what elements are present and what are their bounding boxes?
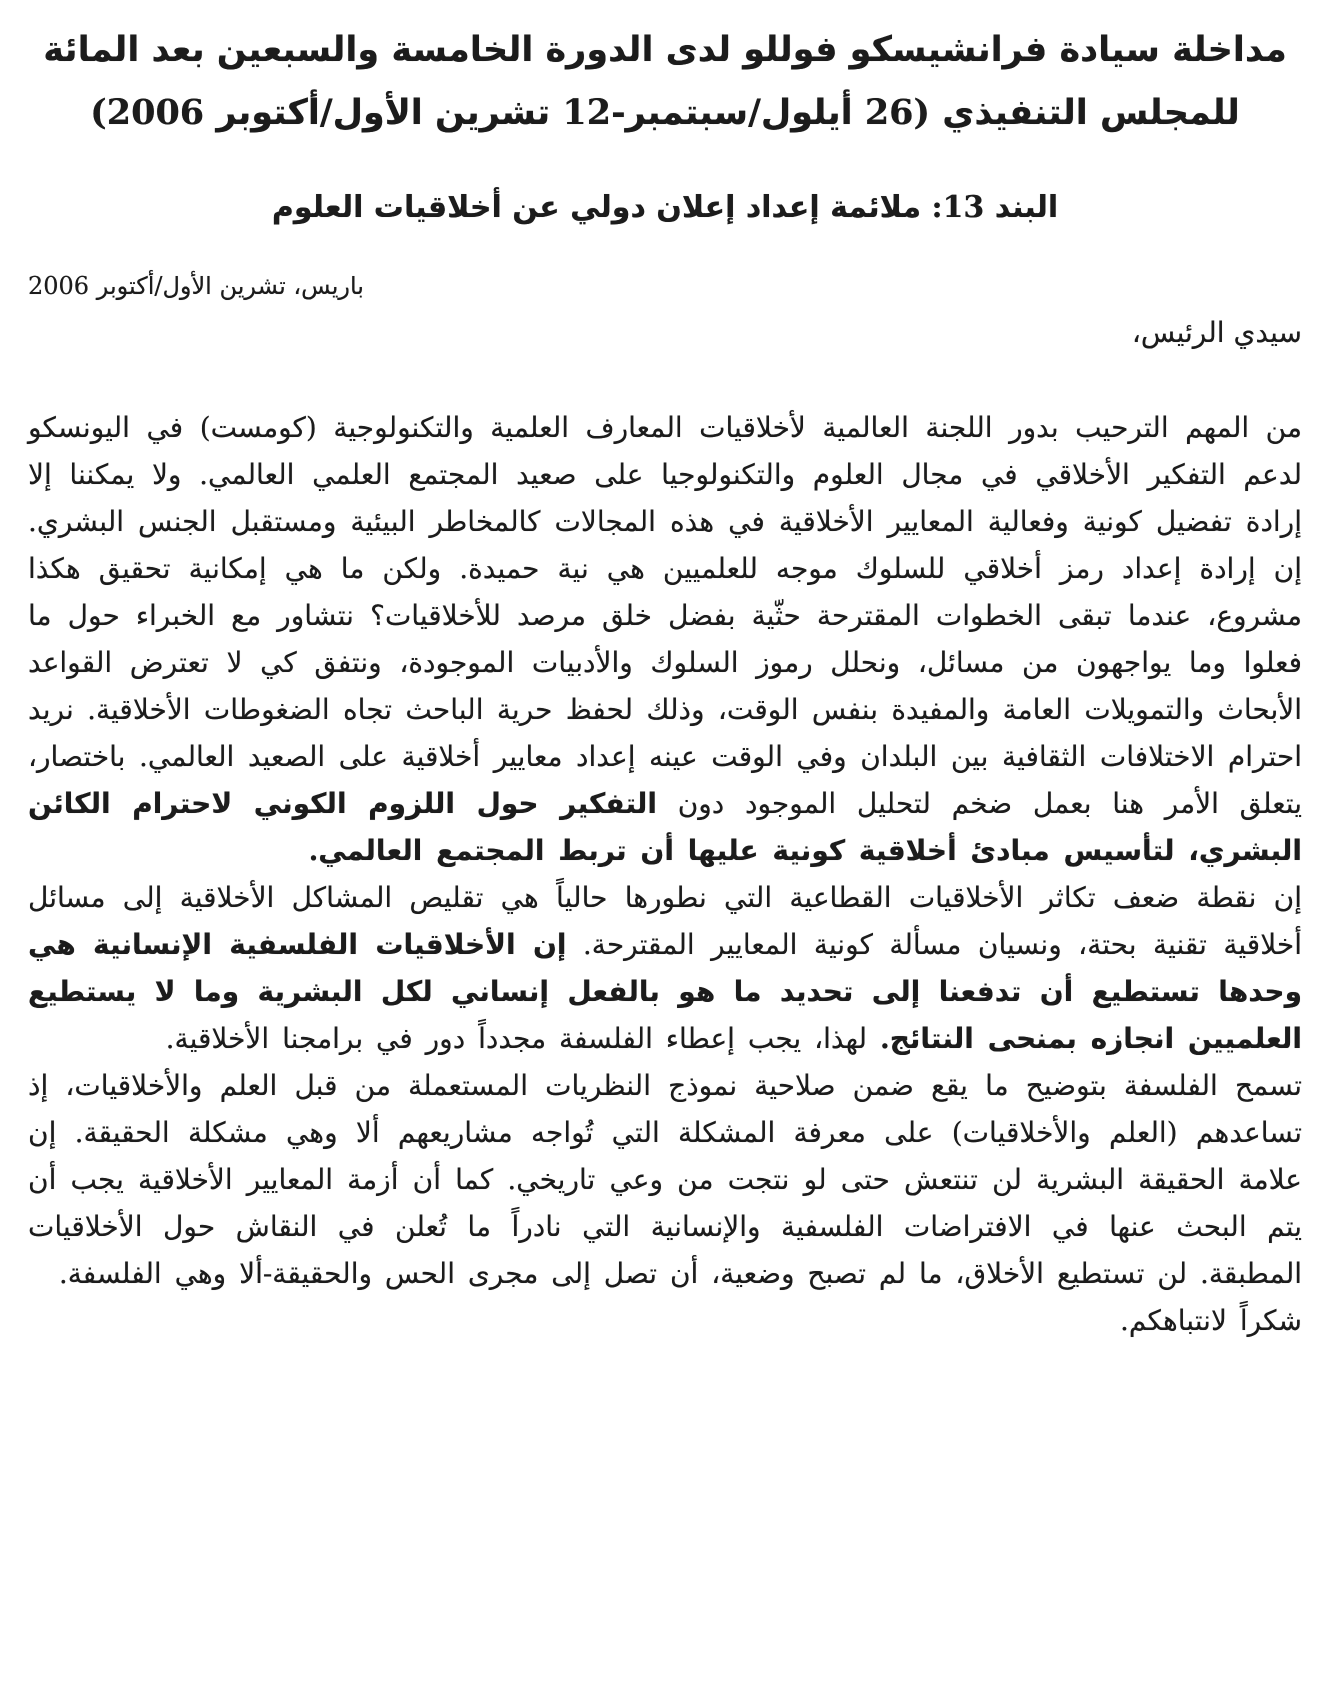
letter-body	[28, 404, 1302, 1344]
body-text: لهذا، يجب إعطاء الفلسفة مجدداً دور في برامجنا الأخلاقية.	[165, 1022, 880, 1055]
salutation: سيدي الرئيس،	[1131, 316, 1302, 349]
emphasized-text: التفكير حول اللزوم الكوني لاحترام الكائن البشري، لتأسيس مبادئ أخلاقية كونية عليها أن تربط المجتمع العالمي.	[28, 787, 1302, 867]
agenda-item-heading: البند 13: ملائمة إعداد إعلان دولي عن أخلاقيات العلوم	[271, 190, 1059, 225]
body-text: من المهم الترحيب بدور اللجنة العالمية لأخلاقيات المعارف العلمية والتكنولوجية (كومست) في اليونسكو لدعم التفكير الأخلاقي في مجال العلوم والتكنولوجيا على صعيد المجتمع العلمي العالمي. ولا يمكننا إلا إرادة تفضيل كونية وفعالية المعايير الأخلاقية في هذه المجالات كالمخاطر البيئية ومستقبل الجنس البشري. إن إرادة إعداد رمز أخلاقي للسلوك موجه للعلميين هي نية حميدة. ولكن ما هي إمكانية تحقيق هكذا مشروع، عندما تبقى الخطوات المقترحة حثّية بفضل خلق مرصد للأخلاقيات؟ نتشاور مع الخبراء حول ما فعلوا وما يواجهون من مسائل، ونحلل رموز السلوك والأدبيات الموجودة، ونتفق كي لا تعترض القواعد الأبحاث والتمويلات العامة والمفيدة بنفس الوقت، وذلك لحفظ حرية الباحث تجاه الضغوطات الأخلاقية. نريد احترام الاختلافات الثقافية بين البلدان وفي الوقت عينه إعداد معايير أخلاقية على الصعيد العالمي. باختصار، يتعلق الأمر هنا بعمل ضخم لتحليل الموجود دون	[28, 411, 1302, 820]
body-text: إن نقطة ضعف تكاثر الأخلاقيات القطاعية التي نطورها حالياً هي تقليص المشاكل الأخلاقية إلى مسائل أخلاقية تقنية بحتة، ونسيان مسألة كونية المعايير المقترحة.	[28, 881, 1302, 961]
body-text: تسمح الفلسفة بتوضيح ما يقع ضمن صلاحية نموذج النظريات المستعملة من قبل العلم والأخلاقيات، إذ تساعدهم (العلم والأخلاقيات) على معرفة المشكلة التي تُواجه مشاريعهم ألا وهي مشكلة الحقيقة. إن علامة الحقيقة البشرية لن تنتعش حتى لو نتجت من وعي تاريخي. كما أن أزمة المعايير الأخلاقية يجب أن يتم البحث عنها في الافتراضات الفلسفية والإنسانية التي نادراً ما تُعلن في النقاش حول الأخلاقيات المطبقة. لن تستطيع الأخلاق، ما لم تصبح وضعية، أن تصل إلى مجرى الحس والحقيقة-ألا وهي الفلسفة.	[28, 1069, 1302, 1290]
document-title-line2: للمجلس التنفيذي (26 أيلول/سبتمبر-12 تشرين الأول/أكتوبر 2006)	[90, 92, 1240, 133]
paragraph	[28, 874, 1302, 1062]
emphasized-text: إن الأخلاقيات الفلسفية الإنسانية هي وحدها تستطيع أن تدفعنا إلى تحديد ما هو بالفعل إنساني لكل البشرية وما لا يستطيع العلميين انجازه بمنحى النتائج.	[28, 928, 1302, 1055]
document-title-line1: مداخلة سيادة فرانشيسكو فوللو لدى الدورة الخامسة والسبعين بعد المائة	[43, 29, 1287, 70]
closing-thanks: شكراً لانتباهكم.	[1119, 1304, 1302, 1337]
paragraph	[28, 404, 1302, 874]
paragraph	[28, 1062, 1302, 1297]
place-date-line: باريس، تشرين الأول/أكتوبر 2006	[28, 272, 364, 300]
document-title	[28, 18, 1302, 144]
